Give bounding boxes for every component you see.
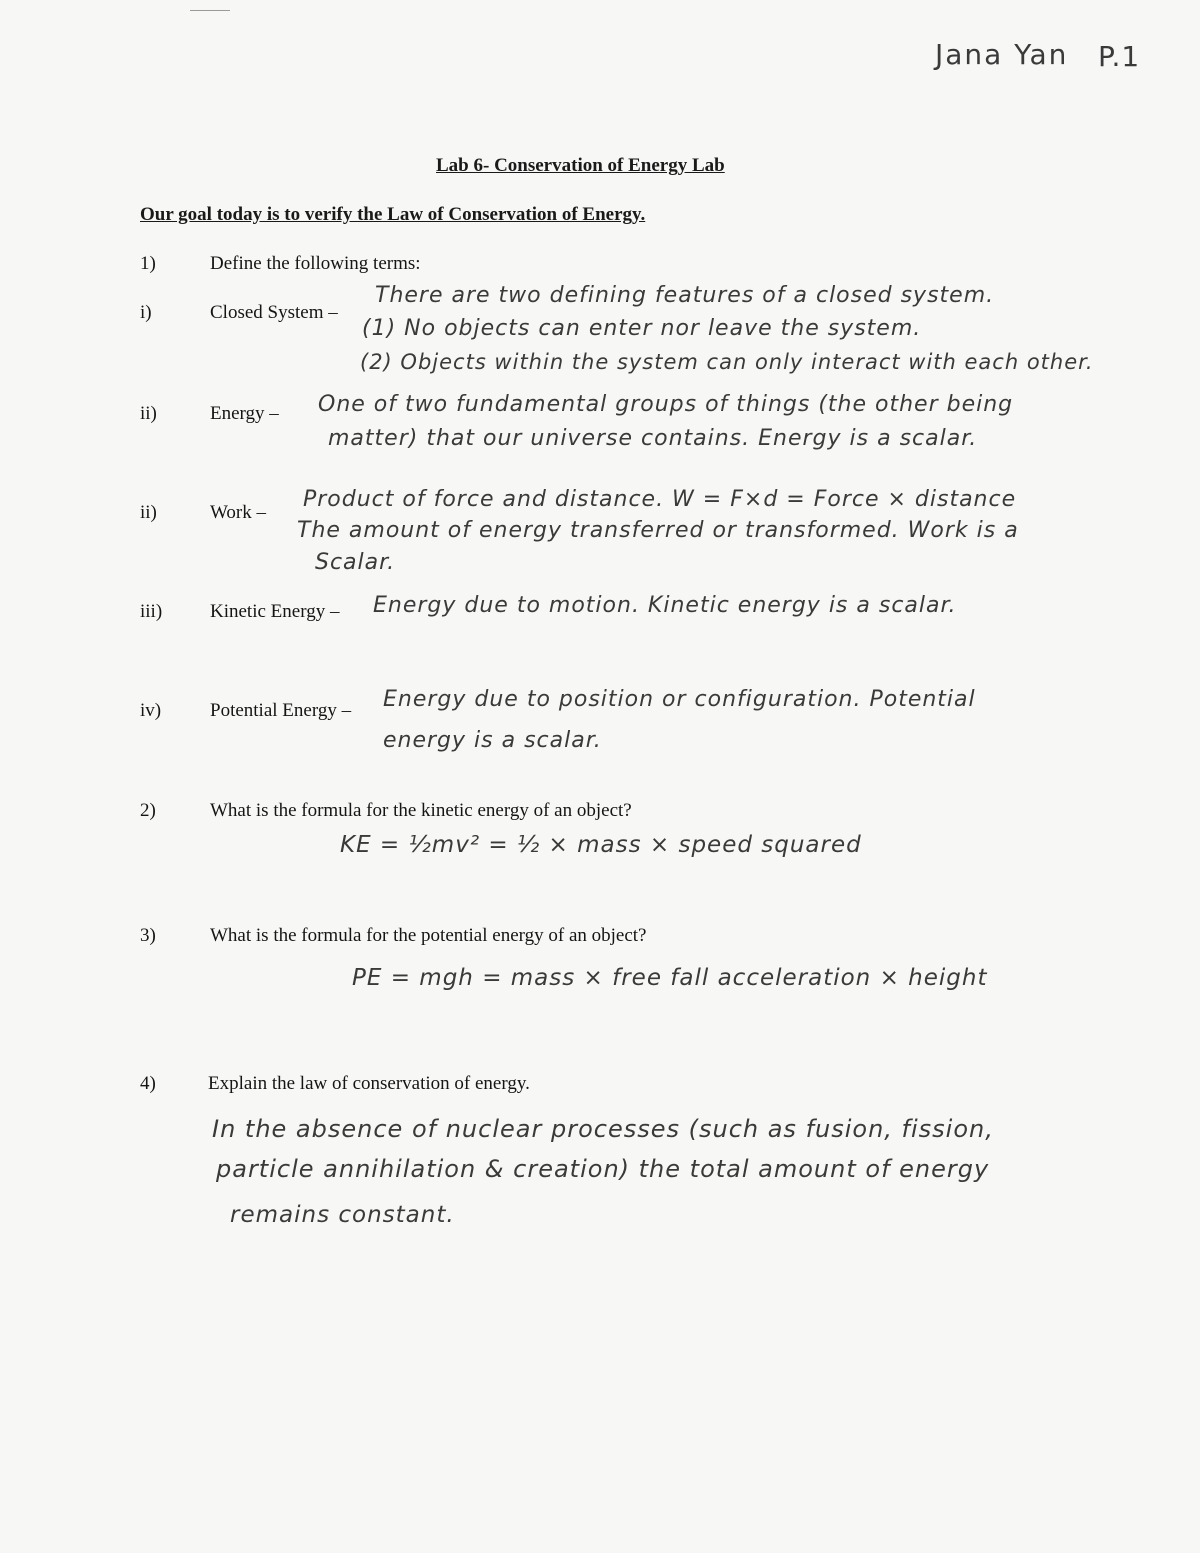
- term-numeral: ii): [140, 502, 157, 523]
- answer-energy-line-1: One of two fundamental groups of things (the other being: [318, 392, 1014, 417]
- term-label-energy: Energy –: [210, 403, 279, 424]
- q4-number: 4): [140, 1073, 156, 1094]
- q2-prompt: What is the formula for the kinetic energy of an object?: [210, 800, 632, 821]
- term-numeral: i): [140, 302, 152, 323]
- answer-potential-energy-line-2: energy is a scalar.: [383, 728, 602, 753]
- q1-prompt: Define the following terms:: [210, 253, 421, 274]
- term-numeral: iv): [140, 700, 162, 721]
- goal-statement: Our goal today is to verify the Law of Conservation of Energy.: [140, 204, 646, 225]
- q4-answer-line-3: remains constant.: [230, 1202, 455, 1228]
- answer-closed-system-line-2: (1) No objects can enter nor leave the system.: [362, 316, 922, 341]
- answer-closed-system-line-3: (2) Objects within the system can only interact with each other.: [360, 350, 1094, 374]
- q2-answer: KE = ½mv² = ½ × mass × speed squared: [340, 832, 862, 858]
- q3-prompt: What is the formula for the potential energy of an object?: [210, 925, 647, 946]
- student-name: Jana Yan: [935, 38, 1069, 71]
- answer-energy-line-2: matter) that our universe contains. Energy is a scalar.: [328, 426, 978, 451]
- answer-work-line-1: Product of force and distance. W = F×d = Force × distance: [303, 487, 1017, 512]
- scan-artifact: [190, 10, 230, 11]
- q4-answer-line-2: particle annihilation & creation) the total amount of energy: [216, 1155, 990, 1183]
- term-label-closed-system: Closed System –: [210, 302, 338, 323]
- page-title: Lab 6- Conservation of Energy Lab: [436, 155, 725, 176]
- term-numeral: ii): [140, 403, 157, 424]
- q3-number: 3): [140, 925, 156, 946]
- answer-closed-system-line-1: There are two defining features of a closed system.: [375, 283, 995, 308]
- answer-kinetic-energy: Energy due to motion. Kinetic energy is a scalar.: [373, 593, 957, 618]
- q4-answer-line-1: In the absence of nuclear processes (such as fusion, fission,: [212, 1115, 994, 1143]
- q2-number: 2): [140, 800, 156, 821]
- answer-potential-energy-line-1: Energy due to position or configuration. Potential: [383, 687, 976, 712]
- q3-answer: PE = mgh = mass × free fall acceleration × height: [352, 965, 988, 991]
- term-label-potential-energy: Potential Energy –: [210, 700, 352, 721]
- term-label-work: Work –: [210, 502, 266, 523]
- q4-prompt: Explain the law of conservation of energy.: [208, 1073, 530, 1094]
- answer-work-line-2: The amount of energy transferred or transformed. Work is a: [297, 518, 1019, 543]
- term-label-kinetic-energy: Kinetic Energy –: [210, 601, 340, 622]
- answer-work-line-3: Scalar.: [315, 550, 396, 575]
- q1-number: 1): [140, 253, 156, 274]
- term-numeral: iii): [140, 601, 163, 622]
- class-period: P.1: [1098, 40, 1141, 73]
